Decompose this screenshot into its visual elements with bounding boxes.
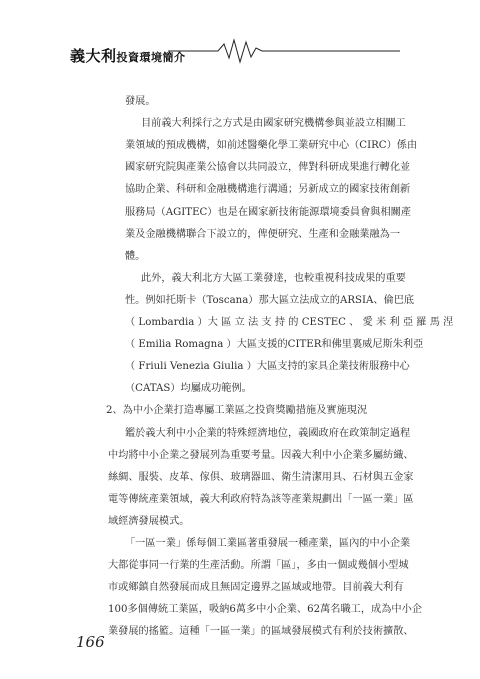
page-number: 166	[76, 633, 105, 651]
text-line: 100多個傳統工業區，吸納6萬多中小企業、62萬名職工，成為中小企	[108, 604, 422, 616]
text-line: （ Friuli Venezia Giulia ）大區支持的家具企業技術服務中心	[125, 361, 410, 373]
header-title	[70, 45, 186, 66]
text-line: （ Lombardia ）大 區 立 法 支 持 的 CESTEC 、 愛 米 利 亞 羅 馬 涅	[125, 317, 454, 328]
text-line: 中均將中小企業之發展列為重要考量。因義大利中小企業多屬紡織、	[108, 449, 414, 461]
header-title-sub: 投資環境簡介	[116, 51, 186, 64]
text-line: 大都從事同一行業的生產活動。所謂「區」，多由一個或幾個小型城	[108, 560, 409, 572]
text-line: 電等傳統產業領域，義大利政府特為該等產業規劃出「一區一業」區	[108, 493, 414, 505]
text-line: 絲綢、服裝、皮革、傢俱、玻璃器皿、衛生清潔用具、石材與五金家	[108, 471, 414, 483]
running-header	[0, 0, 480, 70]
text-line: （ Emilia Romagna ）大區支援的CITER和佛里裏威尼斯朱利亞	[125, 339, 424, 351]
text-line: 發展。	[125, 96, 156, 107]
text-line: 服務局（AGITEC）也是在國家新技術能源環境委員會與相關產	[125, 206, 412, 218]
text-line: 性。例如托斯卡（Toscana）那大區立法成立的ARSIA、倫巴底	[125, 294, 415, 306]
text-line: 市或鄉鎮自然發展而成且無固定邊界之區域或地帶。目前義大利有	[108, 582, 404, 594]
text-line: 業及金融機構聯合下設立的，俾便研究、生產和金融業融為一	[125, 228, 401, 240]
text-line: 此外，義大利北方大區工業發達，也較重視科技成果的重要	[141, 272, 406, 284]
text-line: 體。	[125, 250, 146, 262]
text-line: 鑑於義大利中小企業的特殊經濟地位，義國政府在政策制定過程	[125, 427, 411, 439]
text-line: 目前義大利採行之方式是由國家研究機構參與並設立相關工	[141, 118, 406, 130]
text-line: 業領域的預成機構，如前述醫藥化學工業研究中心（CIRC）係由	[125, 140, 418, 152]
text-line: （CATAS）均屬成功範例。	[125, 383, 252, 395]
section-heading: 2、為中小企業打造專屬工業區之投資獎勵措施及實施現況	[106, 405, 368, 417]
text-line: 「一區一業」係每個工業區著重發展一種產業，區內的中小企業	[125, 538, 411, 549]
text-line: 業發展的搖籃。這種「一區一業」的區域發展模式有利於技術擴散、	[108, 626, 414, 638]
text-line: 協助企業、科研和金融機構進行溝通；另新成立的國家技術創新	[125, 184, 411, 196]
header-title-main: 義大利	[70, 47, 117, 65]
text-line: 域經濟發展模式。	[108, 515, 190, 527]
text-line: 國家研究院與產業公協會以共同設立，俾對科研成果進行轉化並	[125, 162, 411, 174]
